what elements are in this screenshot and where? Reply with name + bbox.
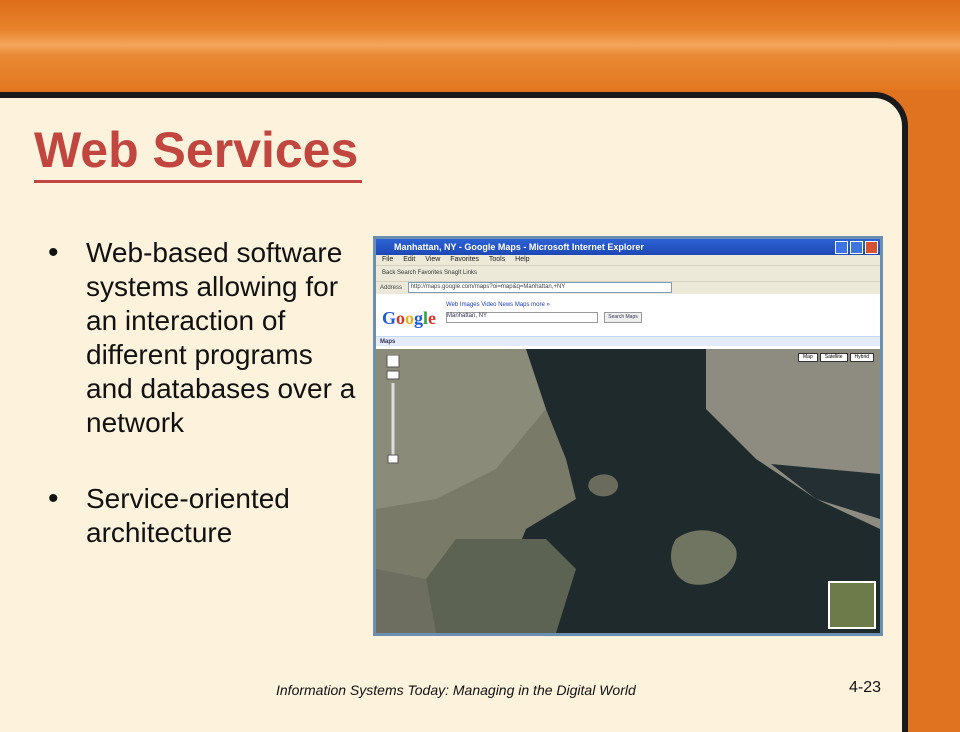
- address-bar: [376, 281, 880, 294]
- google-tabs: Web Images Video News Maps more »: [446, 302, 550, 308]
- browser-menu-bar: [376, 255, 880, 265]
- google-logo: Google: [382, 308, 437, 328]
- map-mode-button: Satellite: [820, 353, 848, 362]
- map-mode-button: Hybrid: [850, 353, 874, 362]
- google-maps-header: [376, 294, 880, 354]
- bullet-item: [46, 236, 356, 440]
- maps-search-input: Manhattan, NY: [446, 312, 598, 323]
- close-icon: [865, 241, 878, 254]
- bullet-list: [46, 236, 356, 550]
- menu-item: Favorites: [450, 256, 480, 263]
- browser-toolbar: Back Search Favorites SnagIt Links: [376, 265, 880, 281]
- menu-item: File: [382, 256, 394, 263]
- menu-item: Edit: [403, 256, 416, 263]
- url-field: http://maps.google.com/maps?oi=map&q=Manhattan,+NY: [408, 282, 672, 293]
- address-label: Address: [380, 285, 403, 292]
- maps-section-bar: Maps: [376, 336, 880, 346]
- menu-item: View: [425, 256, 441, 263]
- map-mode-button: Map: [798, 353, 818, 362]
- satellite-map: [376, 349, 880, 633]
- browser-window-title: Manhattan, NY - Google Maps - Microsoft Internet Explorer: [394, 242, 644, 252]
- browser-title-bar: [376, 239, 880, 255]
- menu-item: Help: [515, 256, 530, 263]
- header-band: [0, 0, 960, 90]
- window-controls: [835, 241, 878, 254]
- maximize-icon: [850, 241, 863, 254]
- bullet-text: Service-oriented architecture: [86, 483, 290, 548]
- satellite-map-image: [376, 349, 880, 633]
- bullet-dot-icon: •: [48, 236, 59, 269]
- slide-title: Web Services: [34, 120, 362, 183]
- bullet-dot-icon: •: [48, 482, 59, 515]
- bullet-item: [46, 482, 356, 550]
- slide-page-number: 4-23: [849, 679, 882, 696]
- zoom-slider-icon: [386, 355, 400, 465]
- menu-item: Tools: [488, 256, 506, 263]
- minimize-icon: [835, 241, 848, 254]
- overview-map-thumbnail: [828, 581, 876, 629]
- map-type-buttons: [798, 353, 874, 362]
- bullet-text: Web-based software systems allowing for an interaction of different programs and databases over a network: [86, 237, 356, 438]
- map-pan-zoom-control: [386, 355, 400, 465]
- slide-footer: Information Systems Today: Managing in the Digital World: [276, 682, 636, 698]
- browser-screenshot: [373, 236, 883, 636]
- search-maps-button: Search Maps: [604, 312, 642, 323]
